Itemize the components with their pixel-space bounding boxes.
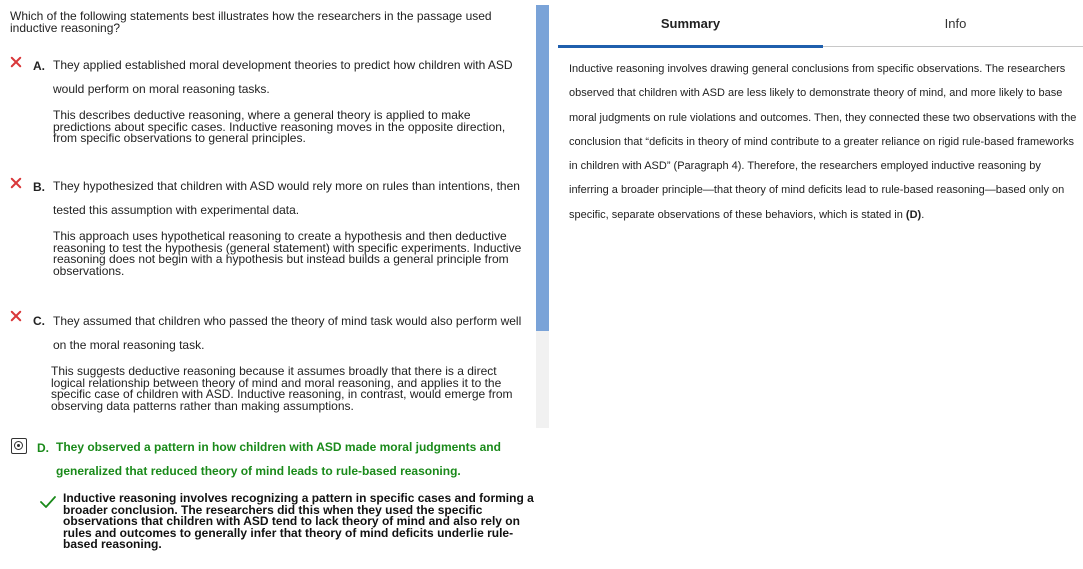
choice-letter: D. bbox=[37, 441, 49, 455]
choice-explanation: This approach uses hypothetical reasoning to create a hypothesis and then deductive reasoning to test the hypothesis (general statement) with specific experiments. Inductive reasoning does not begin with a hypothesis but instead builds a general principle from observations. bbox=[53, 229, 522, 278]
tab-summary[interactable]: Summary bbox=[558, 0, 823, 47]
question-pane bbox=[0, 0, 536, 569]
summary-body: Inductive reasoning involves drawing general conclusions from specific observations. The researchers observed that children with ASD are less likely to demonstrate theory of mind, and more likely to base moral judgments on rule violations and outcomes. Then, they connected these two observations with the conclusion that “deficits in theory of mind contribute to a greater reliance on rigid rule-based frameworks in children with ASD” (Paragraph 4). Therefore, the researchers employed inductive reasoning by inferring a broader principle—that theory of mind deficits lead to rule-based reasoning—based only on specific, separate observations of these behaviors, which is stated in bbox=[569, 63, 1077, 221]
choice-explanation: Inductive reasoning involves recognizing a pattern in specific cases and forming a broader conclusion. The researchers did this when they used the specific observations that children with ASD tend to lack theory of mind and also rely on rules and outcomes to generally infer that theory of mind deficits underlie rule-based reasoning. bbox=[63, 491, 534, 551]
x-icon bbox=[9, 55, 23, 69]
tab-bar bbox=[558, 0, 1083, 47]
choice-letter: A. bbox=[33, 59, 45, 73]
tab-info[interactable]: Info bbox=[944, 16, 967, 31]
x-icon bbox=[9, 176, 23, 190]
choice-text: They hypothesized that children with ASD would rely more on rules than intentions, then tested this assumption with experimental data. bbox=[53, 179, 520, 217]
check-icon bbox=[40, 496, 56, 508]
choice-letter: C. bbox=[33, 314, 45, 328]
radio-selected-icon[interactable] bbox=[11, 438, 27, 454]
summary-end: . bbox=[921, 208, 925, 221]
x-icon bbox=[9, 309, 23, 323]
scrollbar-thumb[interactable] bbox=[536, 5, 549, 331]
choice-explanation: This describes deductive reasoning, where a general theory is applied to make predictions about specific cases. Inductive reasoning moves in the opposite direction, from specific observations to general principles. bbox=[53, 108, 506, 145]
choice-text: They assumed that children who passed the theory of mind task would also perform well on the moral reasoning task. bbox=[53, 314, 522, 352]
choice-explanation: This suggests deductive reasoning because it assumes broadly that there is a direct logical relationship between theory of mind and moral reasoning, and applies it to the specific case of children with ASD. Inductive reasoning, in contrast, would emerge from observing data patterns rather than making assumptions. bbox=[51, 364, 513, 413]
summary-text bbox=[569, 57, 1079, 227]
choice-letter: B. bbox=[33, 180, 45, 194]
choice-text: They applied established moral development theories to predict how children with ASD would perform on moral reasoning tasks. bbox=[53, 58, 513, 96]
question-text: Which of the following statements best illustrates how the researchers in the passage used inductive reasoning? bbox=[10, 9, 492, 35]
choice-text: They observed a pattern in how children with ASD made moral judgments and generalized that reduced theory of mind leads to rule-based reasoning. bbox=[56, 440, 501, 478]
summary-answer: (D) bbox=[905, 208, 922, 221]
